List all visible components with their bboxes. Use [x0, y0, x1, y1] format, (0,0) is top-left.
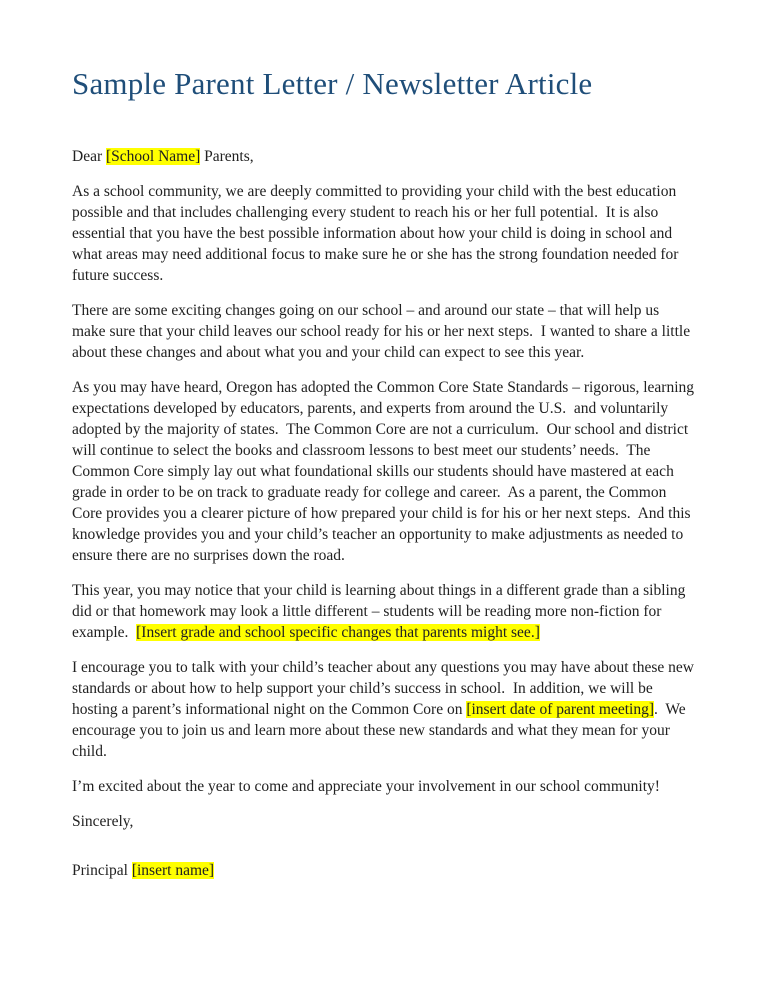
- paragraph: [72, 146, 696, 167]
- text-segment: As you may have heard, Oregon has adopted the Common Core State Standards – rigorous, learning expectations developed by educators, parents, and experts from around the U.S. and voluntarily adopted by the majority of states. The Common Core are not a curriculum. Our school and district will continue to select the books and classroom lessons to best meet our students’ needs. The Common Core simply lay out what foundational skills our students should have mastered at each grade in order to be on track to graduate ready for college and career. As a parent, the Common Core provides you a clearer picture of how prepared your child is for his or her next steps. And this knowledge provides you and your child’s teacher an opportunity to make adjustments as needed to ensure there are no surprises down the road.: [72, 378, 698, 564]
- text-segment: Sincerely,: [72, 812, 134, 830]
- paragraph: [72, 811, 696, 832]
- paragraph: [72, 860, 696, 881]
- highlighted-placeholder: [insert date of parent meeting]: [466, 700, 654, 718]
- paragraph: [72, 300, 696, 363]
- highlighted-placeholder: [Insert grade and school specific changes that parents might see.]: [136, 623, 540, 641]
- highlighted-placeholder: [School Name]: [106, 147, 201, 165]
- text-segment: There are some exciting changes going on our school – and around our state – that will help us make sure that your child leaves our school ready for his or her next steps. I wanted to share a little about these changes and about what you and your child can expect to see this year.: [72, 301, 694, 361]
- text-segment: Dear: [72, 147, 106, 165]
- text-segment: I’m excited about the year to come and appreciate your involvement in our school community!: [72, 777, 660, 795]
- paragraph: [72, 776, 696, 797]
- highlighted-placeholder: [insert name]: [131, 861, 215, 879]
- paragraph: [72, 181, 696, 286]
- paragraph: [72, 580, 696, 643]
- letter-body: [72, 146, 696, 881]
- paragraph: [72, 377, 696, 566]
- text-segment: I encourage you to talk with your child’s teacher about any questions you may have about these new standards or about how to help support your child’s success in school. In addition, we will be hosting a parent’s informational night on the Common Core on: [72, 658, 698, 718]
- text-segment: Parents,: [200, 147, 254, 165]
- document-title: Sample Parent Letter / Newsletter Article: [72, 66, 593, 101]
- paragraph: [72, 657, 696, 762]
- text-segment: Principal: [72, 861, 132, 879]
- text-segment: As a school community, we are deeply committed to providing your child with the best education possible and that includes challenging every student to reach his or her full potential. It is also essential that you have the best possible information about how your child is doing in school and what areas may need additional focus to make sure he or she has the strong foundation needed for future success.: [72, 182, 683, 284]
- text-segment: . We encourage you to join us and learn more about these new standards and what they mean for your child.: [72, 700, 690, 760]
- text-segment: This year, you may notice that your child is learning about things in a different grade than a sibling did or that homework may look a little different – students will be reading more non-fiction for example.: [72, 581, 690, 641]
